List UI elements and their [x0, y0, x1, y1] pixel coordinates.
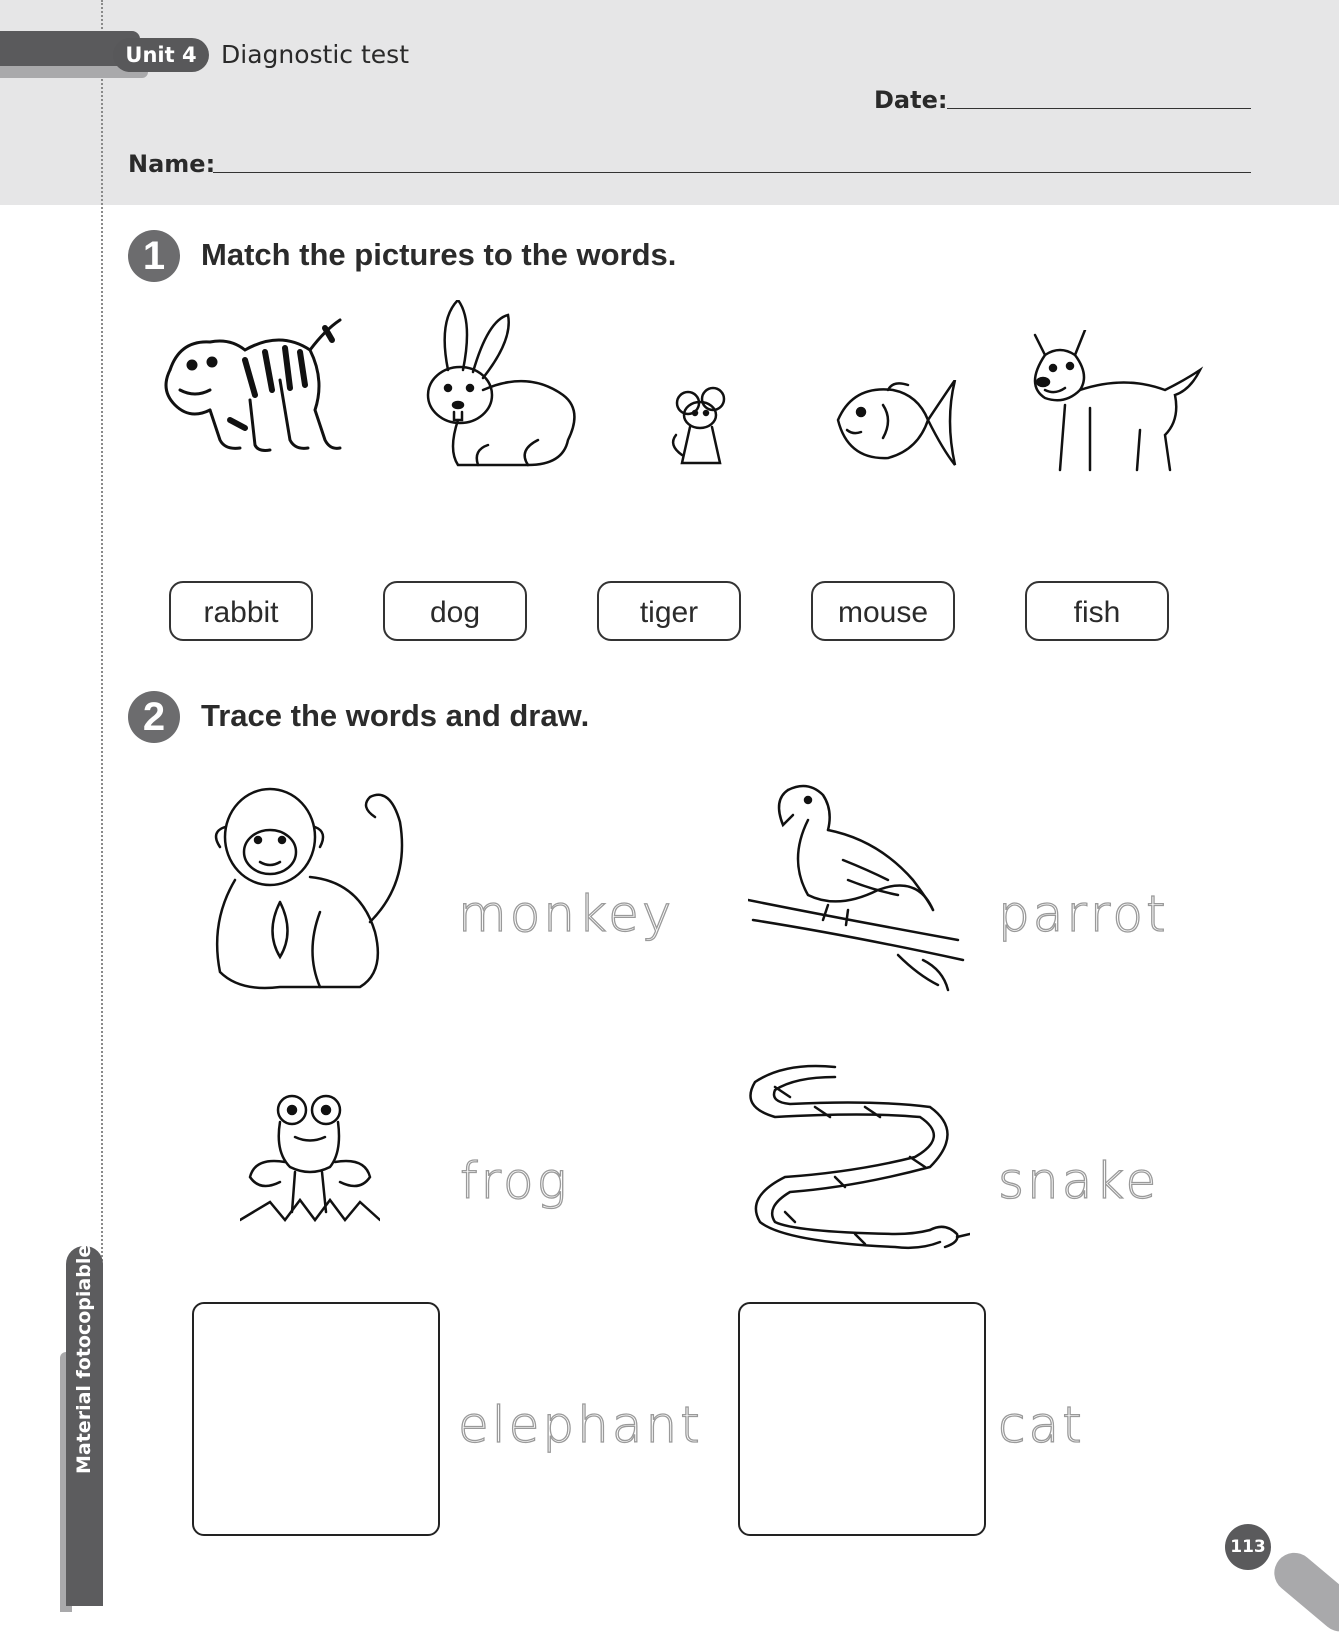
- fish-icon: [833, 380, 963, 475]
- name-label: Name:: [128, 150, 216, 178]
- unit-label: Unit 4: [113, 38, 209, 72]
- trace-word-parrot[interactable]: parrot: [998, 885, 1169, 943]
- name-field[interactable]: [213, 172, 1251, 173]
- exercise-1-title: Match the pictures to the words.: [201, 237, 677, 272]
- exercise-2-number: 2: [128, 691, 180, 743]
- mouse-icon: [668, 385, 748, 475]
- trace-word-snake[interactable]: snake: [998, 1152, 1160, 1210]
- page-title: Diagnostic test: [221, 40, 410, 69]
- photocopiable-label: Material fotocopiable: [73, 1244, 95, 1474]
- parrot-icon: [748, 780, 968, 995]
- word-box-tiger[interactable]: tiger: [597, 581, 741, 641]
- date-field[interactable]: [947, 108, 1251, 109]
- word-box-mouse[interactable]: mouse: [811, 581, 955, 641]
- exercise-2-title: Trace the words and draw.: [201, 698, 590, 733]
- trace-word-monkey[interactable]: monkey: [458, 885, 675, 943]
- trace-word-cat[interactable]: cat: [998, 1396, 1085, 1454]
- drawing-box-cat[interactable]: [738, 1302, 986, 1536]
- date-label: Date:: [874, 86, 948, 114]
- trace-word-frog[interactable]: frog: [460, 1152, 570, 1210]
- word-box-rabbit[interactable]: rabbit: [169, 581, 313, 641]
- frog-icon: [240, 1092, 380, 1232]
- dog-icon: [1025, 330, 1205, 485]
- page-number-tail: [1266, 1545, 1339, 1640]
- tiger-icon: [150, 300, 350, 470]
- drawing-box-elephant[interactable]: [192, 1302, 440, 1536]
- trace-word-elephant[interactable]: elephant: [458, 1396, 703, 1454]
- monkey-icon: [210, 782, 420, 1002]
- rabbit-icon: [418, 300, 588, 475]
- page-number: 113: [1225, 1524, 1271, 1570]
- word-box-fish[interactable]: fish: [1025, 581, 1169, 641]
- exercise-1-number: 1: [128, 230, 180, 282]
- word-box-dog[interactable]: dog: [383, 581, 527, 641]
- snake-icon: [745, 1062, 970, 1272]
